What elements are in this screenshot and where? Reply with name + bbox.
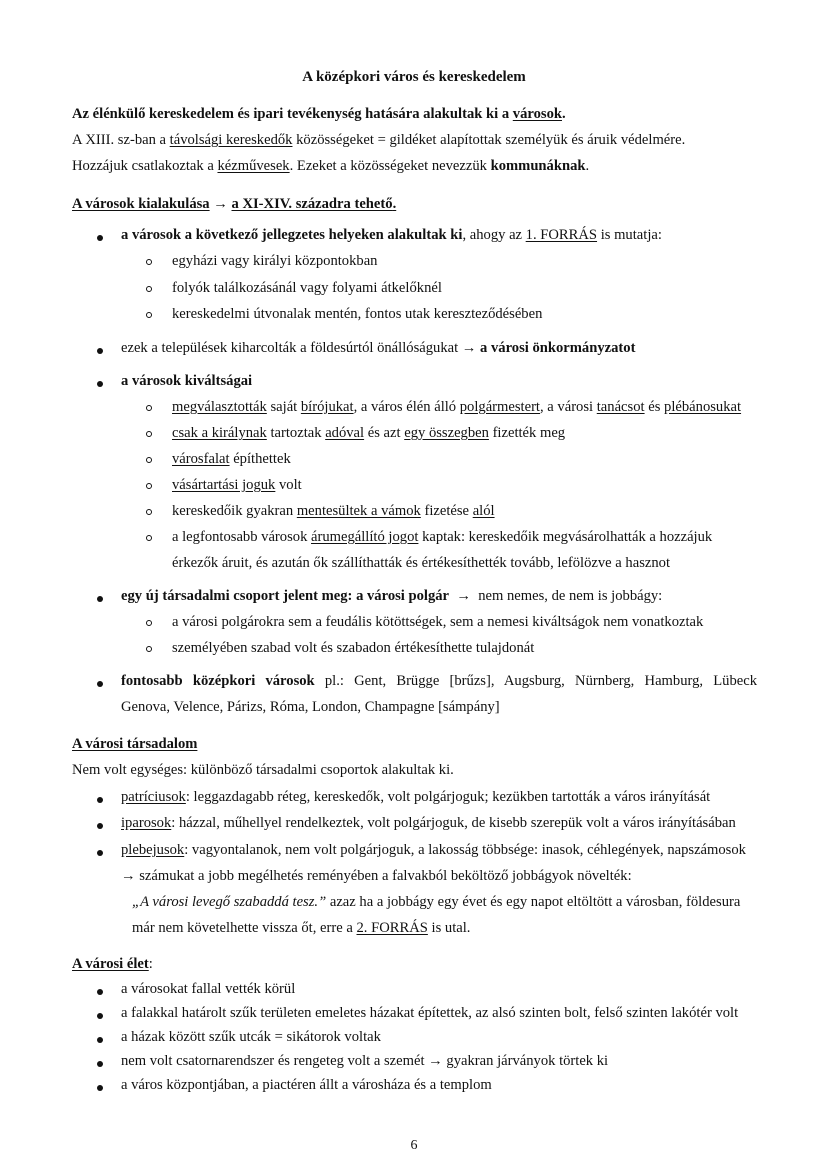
sub-list-item: személyében szabad volt és szabadon értékesíthette tulajdonát xyxy=(172,640,535,656)
list-item: a házak között szűk utcák = sikátorok voltak xyxy=(121,1029,381,1045)
list-item: a városok a következő jellegzetes helyeken alakultak ki, ahogy az 1. FORRÁS is mutatja: xyxy=(121,227,662,243)
bullet xyxy=(97,850,103,856)
list-item: patríciusok: leggazdagabb réteg, kereskedők, volt polgárjoguk; kezükben tartották a város irányítását xyxy=(121,789,711,805)
list-item: a városokat fallal vették körül xyxy=(121,981,296,997)
section-intro: Nem volt egységes: különböző társadalmi csoportok alakultak ki. xyxy=(72,762,454,778)
sub-list-item: vásártartási joguk volt xyxy=(172,477,302,493)
list-item: nem volt csatornarendszer és rengeteg volt a szemét → gyakran járványok törtek ki xyxy=(121,1053,609,1069)
sub-bullet xyxy=(146,312,152,318)
section-heading-formation: A városok kialakulása → a XI-XIV. századra tehető. xyxy=(72,196,397,212)
sub-bullet xyxy=(146,405,152,411)
sub-list-item: kereskedőik gyakran mentesültek a vámok fizetése alól xyxy=(172,503,495,519)
sub-bullet xyxy=(146,509,152,515)
page-title: A középkori város és kereskedelem xyxy=(302,69,526,85)
sub-bullet xyxy=(146,535,152,541)
sub-bullet xyxy=(146,431,152,437)
sub-bullet xyxy=(146,646,152,652)
cities-term: városok xyxy=(512,106,562,122)
page-number: 6 xyxy=(410,1138,418,1153)
intro-line-3: Hozzájuk csatlakoztak a kézművesek. Ezeket a közösségeket nevezzük kommunáknak. xyxy=(72,158,590,174)
quote: „A városi levegő szabaddá tesz.” xyxy=(132,894,327,910)
sub-bullet xyxy=(146,457,152,463)
intro-line-1: Az élénkülő kereskedelem és ipari tevékenység hatására alakultak ki a városok. xyxy=(72,106,566,122)
bullet xyxy=(97,596,103,602)
sub-list-item: folyók találkozásánál vagy folyami átkelőknél xyxy=(172,280,442,296)
arrow-icon: → xyxy=(456,588,471,604)
list-item: egy új társadalmi csoport jelent meg: a városi polgár → nem nemes, de nem is jobbágy: xyxy=(121,588,663,604)
sub-list-item: városfalat építhettek xyxy=(172,451,291,467)
arrow-icon: → xyxy=(461,340,477,356)
list-item: iparosok: házzal, műhellyel rendelkeztek, volt polgárjoguk, de kisebb szerepük volt a város irányításában xyxy=(121,815,736,831)
list-item-continuation: Genova, Velence, Párizs, Róma, London, Champagne [sámpány] xyxy=(121,699,500,715)
bullet xyxy=(97,1061,103,1067)
bullet xyxy=(97,1013,103,1019)
list-item: a falakkal határolt szűk területen emeletes házakat építettek, az alsó szinten bolt, felső szinten lakótér volt xyxy=(121,1005,739,1021)
bullet xyxy=(97,381,103,387)
sub-list-item: kereskedelmi útvonalak mentén, fontos utak kereszteződésében xyxy=(172,306,543,322)
intro-line-2: A XIII. sz-ban a távolsági kereskedők közösségeket = gildéket alapítottak személyük és áruik védelmére. xyxy=(72,132,686,148)
arrow-icon: → xyxy=(428,1053,443,1069)
sub-bullet xyxy=(146,620,152,626)
list-item-continuation: → számukat a jobb megélhetés reményében a falvakból beköltöző jobbágyok növelték: xyxy=(121,868,632,884)
list-item: fontosabb középkori városok pl.: Gent, Brügge [brűzs], Augsburg, Nürnberg, Hamburg, Lübeck xyxy=(121,673,757,689)
arrow-icon: → xyxy=(121,868,136,884)
section-heading-society: A városi társadalom xyxy=(72,736,198,752)
source-reference: 2. FORRÁS xyxy=(356,920,428,936)
list-item: plebejusok: vagyontalanok, nem volt polgárjoguk, a lakosság többsége: inasok, céhlegények, napszámosok xyxy=(121,842,746,858)
sub-list-item: csak a királynak tartoztak adóval és azt egy összegben fizették meg xyxy=(172,425,566,441)
list-item: ezek a települések kiharcolták a földesúrtól önállóságukat → a városi önkormányzatot xyxy=(121,340,636,356)
quote-line-continuation: már nem követelhette vissza őt, erre a 2. FORRÁS is utal. xyxy=(132,920,471,936)
sub-list-item: megválasztották saját bírójukat, a város élén álló polgármestert, a városi tanácsot és plébánosukat xyxy=(172,399,742,415)
bullet xyxy=(97,823,103,829)
sub-list-item-continuation: érkezők áruit, és azután ők szállíthatták és értékesíthették tovább, lefölözve a hasznot xyxy=(172,555,671,571)
list-item: a város központjában, a piactéren állt a városháza és a templom xyxy=(121,1077,492,1093)
bullet xyxy=(97,797,103,803)
source-reference: 1. FORRÁS xyxy=(525,227,598,243)
bullet xyxy=(97,348,103,354)
quote-line: „A városi levegő szabaddá tesz.” azaz ha a jobbágy egy évet és egy napot eltöltött a városban, földesura xyxy=(132,894,741,910)
section-heading-city-life: A városi élet: xyxy=(72,956,153,972)
sub-list-item: a városi polgárokra sem a feudális kötöttségek, sem a nemesi kiváltságok nem vonatkoztak xyxy=(172,614,704,630)
sub-list-item: a legfontosabb városok árumegállító jogot kaptak: kereskedőik megvásárolhatták a hozzájuk xyxy=(172,529,713,545)
bullet xyxy=(97,1085,103,1091)
bullet xyxy=(97,989,103,995)
sub-bullet xyxy=(146,483,152,489)
bullet xyxy=(97,681,103,687)
bullet xyxy=(97,1037,103,1043)
bullet xyxy=(97,235,103,241)
sub-bullet xyxy=(146,286,152,292)
sub-list-item: egyházi vagy királyi központokban xyxy=(172,253,378,269)
sub-bullet xyxy=(146,259,152,265)
list-item: a városok kiváltságai xyxy=(121,373,253,389)
